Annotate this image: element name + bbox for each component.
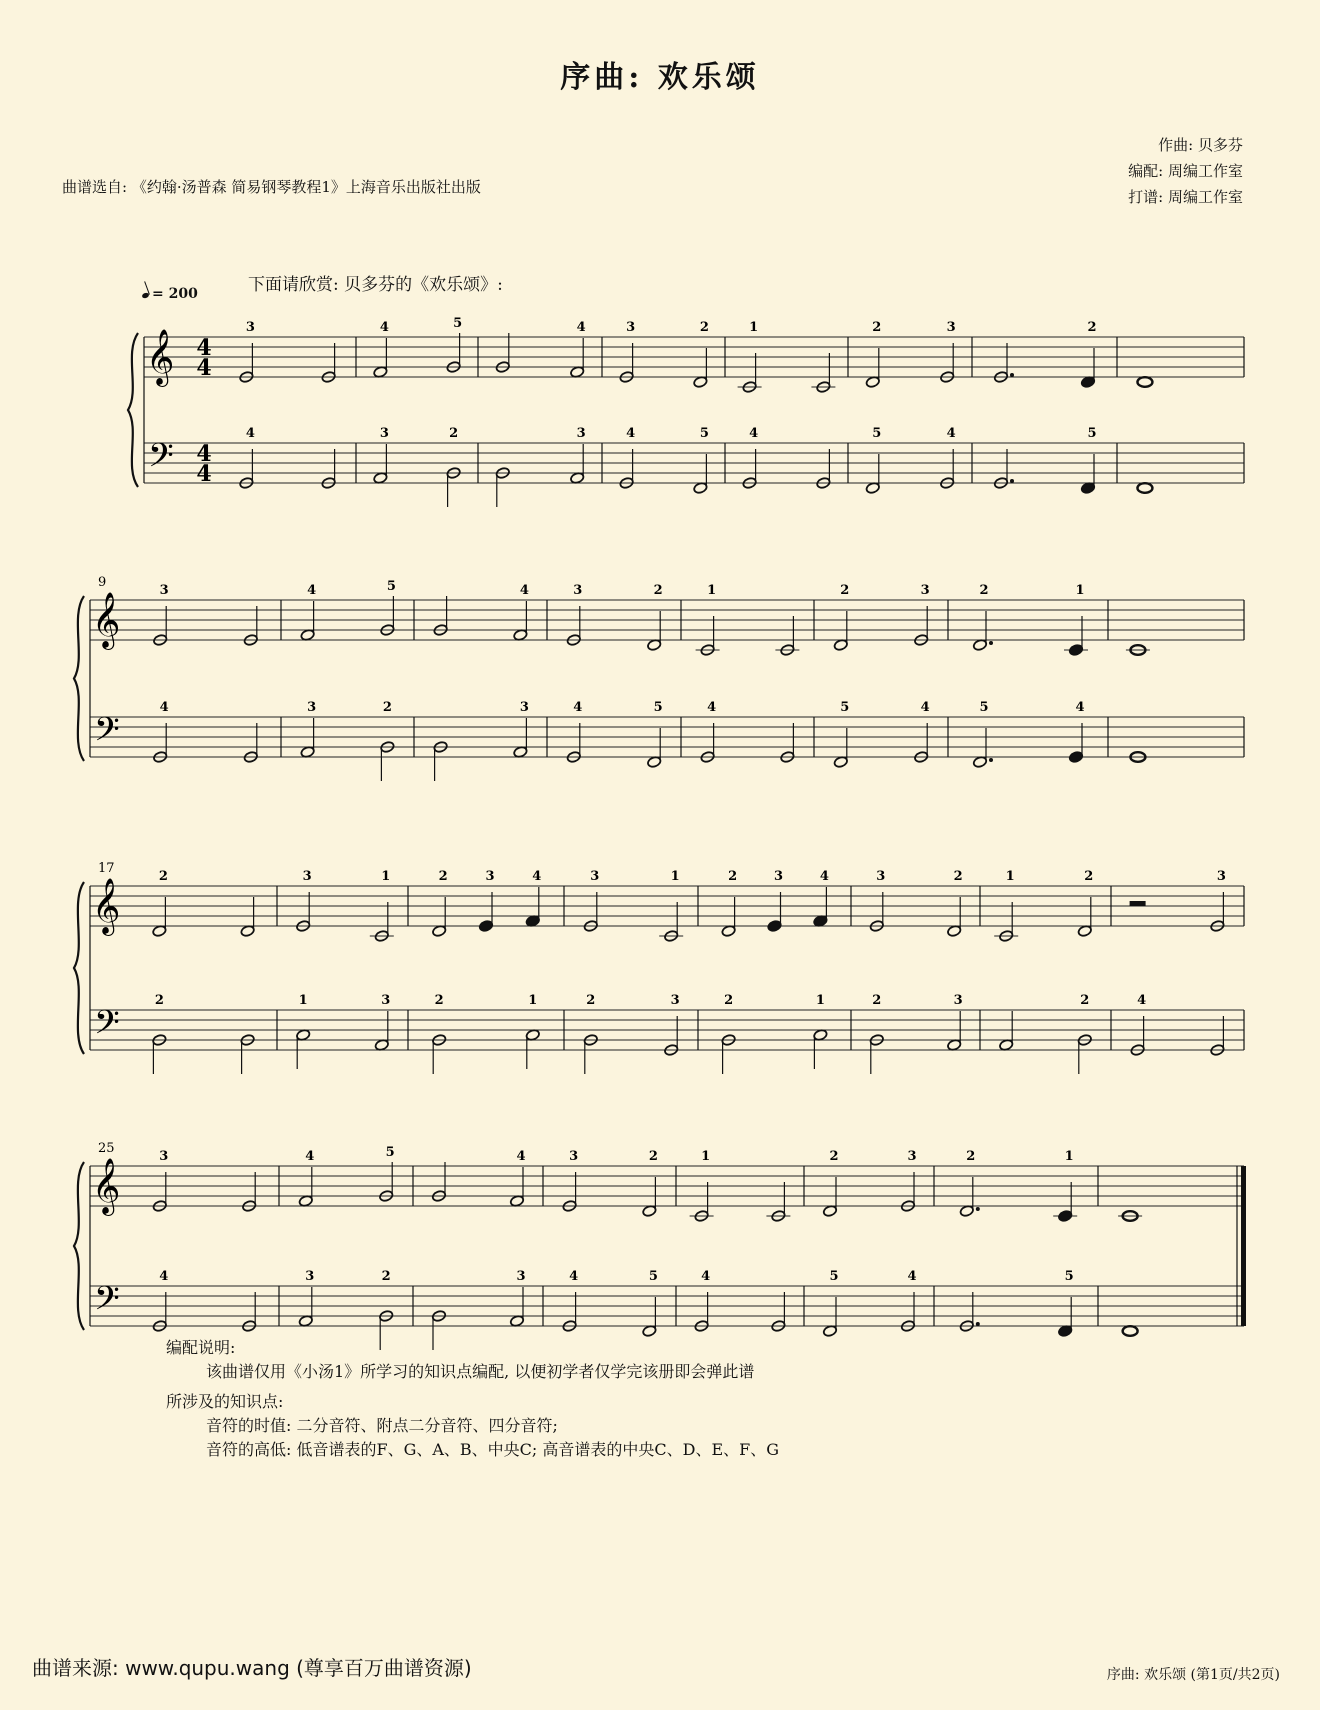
measure <box>869 869 962 1074</box>
fingering-number: 2 <box>158 869 168 884</box>
arranger-credit: 编配: 周编工作室 <box>1128 162 1243 180</box>
measure <box>738 320 836 489</box>
augmentation-dot <box>1010 479 1014 483</box>
augmentation-dot <box>1010 373 1014 377</box>
fingering-number: 5 <box>872 426 882 441</box>
note-head <box>693 376 708 389</box>
measure <box>1118 1211 1142 1336</box>
staff-brace <box>74 1162 84 1330</box>
note-head <box>865 376 880 389</box>
notes-heading: 编配说明: <box>166 1338 236 1357</box>
fingering-number: 4 <box>1137 993 1147 1008</box>
note-head <box>1137 377 1152 387</box>
bass-clef-icon: 𝄢 <box>94 1004 120 1050</box>
note-head <box>300 746 315 759</box>
measure <box>373 316 462 507</box>
measure-number: 9 <box>98 575 107 590</box>
measure <box>1126 645 1150 762</box>
note-head <box>721 925 736 938</box>
fingering-number: 3 <box>569 1149 579 1164</box>
note-head <box>833 639 848 652</box>
fingering-number: 1 <box>707 583 717 598</box>
fingering-number: 4 <box>701 1269 711 1284</box>
fingering-number: 5 <box>648 1269 658 1284</box>
fingering-number: 4 <box>307 583 317 598</box>
fingering-number: 5 <box>1087 426 1097 441</box>
note-head <box>373 366 388 379</box>
fingering-number: 2 <box>586 993 596 1008</box>
fingering-number: 2 <box>653 583 663 598</box>
fingering-number: 2 <box>979 583 989 598</box>
staff-brace <box>74 596 84 761</box>
fingering-number: 3 <box>590 869 600 884</box>
note-head <box>1077 925 1092 938</box>
fingering-number: 4 <box>573 700 583 715</box>
arrangement-notes <box>166 1336 779 1462</box>
treble-clef-icon: 𝄞 <box>92 878 121 934</box>
fingering-number: 3 <box>773 869 784 884</box>
fingering-number: 4 <box>626 426 636 441</box>
fingering-number: 2 <box>449 426 459 441</box>
fingering-number: 3 <box>573 583 583 598</box>
fingering-number: 4 <box>532 869 542 884</box>
fingering-number: 3 <box>876 869 886 884</box>
measure <box>152 869 255 1074</box>
fingering-number: 5 <box>840 700 850 715</box>
bass-clef-icon: 𝄢 <box>94 1280 120 1326</box>
note-head <box>647 639 662 652</box>
fingering-number: 4 <box>519 583 529 598</box>
augmentation-dot <box>976 1322 980 1326</box>
time-signature-bottom: 4 <box>196 355 212 381</box>
note-head <box>525 1029 540 1042</box>
fingering-number: 4 <box>1075 700 1085 715</box>
note-head <box>152 925 167 938</box>
subtitle-text: 下面请欣赏: 贝多芬的《欢乐颂》: <box>248 275 503 295</box>
note-head <box>300 629 315 642</box>
fingering-number: 4 <box>707 700 717 715</box>
note-head <box>972 639 987 652</box>
time-signature-top: 4 <box>196 441 212 467</box>
fingering-number: 1 <box>701 1149 711 1164</box>
fingering-number: 1 <box>1075 583 1085 598</box>
note-head <box>999 1039 1014 1052</box>
augmentation-dot <box>989 641 993 645</box>
note-head <box>296 1029 311 1042</box>
measure <box>296 869 394 1069</box>
fingering-number: 1 <box>298 993 308 1008</box>
fingering-number: 2 <box>699 320 709 335</box>
source-text: 曲谱选自: 《约翰·汤普森 简易钢琴教程1》上海音乐出版社出版 <box>62 178 481 196</box>
knowledge-heading: 所涉及的知识点: <box>166 1392 284 1411</box>
fingering-number: 4 <box>569 1269 579 1284</box>
note-head <box>693 482 708 495</box>
note-head <box>822 1325 837 1338</box>
fingering-number: 5 <box>1064 1269 1074 1284</box>
fingering-number: 3 <box>485 869 495 884</box>
treble-clef-icon: 𝄞 <box>146 329 175 385</box>
note-head <box>373 472 388 485</box>
fingering-number: 2 <box>953 869 963 884</box>
measure <box>239 320 336 489</box>
note-head <box>298 1315 313 1328</box>
note-head <box>947 1039 962 1052</box>
fingering-number: 1 <box>1005 869 1015 884</box>
fingering-number: 5 <box>386 579 396 594</box>
measure <box>562 1149 658 1337</box>
measure <box>972 583 1088 768</box>
fingering-number: 2 <box>724 993 734 1008</box>
note-head <box>1123 1326 1138 1336</box>
note-head <box>1080 482 1095 495</box>
footer-page-info: 序曲: 欢乐颂 (第1页/共2页) <box>1106 1667 1280 1683</box>
fingering-number: 4 <box>920 700 930 715</box>
fingering-number: 3 <box>576 426 586 441</box>
staff-brace <box>128 333 138 487</box>
page-title: 序曲: 欢乐颂 <box>560 60 760 95</box>
fingering-number: 2 <box>154 993 164 1008</box>
fingering-number: 5 <box>829 1269 839 1284</box>
tempo-value: = 200 <box>152 286 198 302</box>
measure <box>495 320 585 507</box>
note-head <box>767 920 782 933</box>
note-head <box>1058 1325 1073 1338</box>
fingering-number: 2 <box>728 869 738 884</box>
measure <box>959 1149 1077 1337</box>
augmentation-dot <box>989 758 993 762</box>
fingering-number: 3 <box>920 583 930 598</box>
note-head <box>513 746 528 759</box>
note-head <box>1137 483 1152 493</box>
note-head <box>374 1039 389 1052</box>
fingering-number: 5 <box>979 700 989 715</box>
measure <box>994 869 1093 1074</box>
bass-clef-icon: 𝄢 <box>94 711 120 757</box>
fingering-number: 2 <box>1087 320 1097 335</box>
note-head <box>478 920 493 933</box>
fingering-number: 5 <box>385 1145 395 1160</box>
measure <box>431 1149 525 1350</box>
fingering-number: 2 <box>1084 869 1094 884</box>
staff-brace <box>74 882 84 1054</box>
half-rest <box>1130 901 1146 906</box>
fingering-number: 1 <box>381 869 391 884</box>
fingering-number: 3 <box>305 1269 315 1284</box>
measure <box>993 320 1096 494</box>
fingering-number: 4 <box>305 1149 315 1164</box>
note-head <box>959 1205 974 1218</box>
measure <box>1137 377 1152 493</box>
note-head <box>972 756 987 769</box>
fingering-number: 3 <box>670 993 680 1008</box>
fingering-number: 3 <box>519 700 529 715</box>
note-head <box>1068 644 1083 657</box>
note-head <box>240 925 255 938</box>
fingering-number: 4 <box>379 320 389 335</box>
fingering-number: 3 <box>159 583 169 598</box>
measure <box>432 869 542 1074</box>
note-head <box>642 1205 657 1218</box>
fingering-number: 4 <box>245 426 255 441</box>
fingering-number: 3 <box>381 993 391 1008</box>
note-head <box>570 472 585 485</box>
fingering-number: 4 <box>749 426 759 441</box>
fingering-number: 3 <box>307 700 317 715</box>
time-signature-top: 4 <box>196 335 212 361</box>
fingering-number: 1 <box>528 993 538 1008</box>
note-head <box>813 1029 828 1042</box>
knowledge-line: 音符的时值: 二分音符、附点二分音符、四分音符; <box>206 1416 558 1435</box>
final-barline <box>1241 1166 1246 1326</box>
fingering-number: 4 <box>159 700 169 715</box>
fingering-number: 2 <box>434 993 444 1008</box>
fingering-number: 1 <box>1064 1149 1074 1164</box>
measure <box>566 583 662 768</box>
note-head <box>833 756 848 769</box>
note-head <box>298 1195 313 1208</box>
fingering-number: 1 <box>749 320 759 335</box>
fingering-number: 3 <box>245 320 255 335</box>
fingering-number: 4 <box>907 1269 917 1284</box>
treble-clef-icon: 𝄞 <box>92 592 121 648</box>
fingering-number: 4 <box>946 426 956 441</box>
measure <box>583 869 683 1074</box>
fingering-number: 1 <box>670 869 680 884</box>
note-head <box>813 915 828 928</box>
fingering-number: 2 <box>840 583 850 598</box>
measure <box>721 869 829 1074</box>
note-head <box>865 482 880 495</box>
fingering-number: 3 <box>1216 869 1226 884</box>
fingering-number: 2 <box>438 869 448 884</box>
time-signature-bottom: 4 <box>196 461 212 487</box>
fingering-number: 3 <box>907 1149 917 1164</box>
fingering-number: 2 <box>872 320 882 335</box>
fingering-number: 4 <box>516 1149 526 1164</box>
fingering-number: 5 <box>653 700 663 715</box>
augmentation-dot <box>976 1207 980 1211</box>
fingering-number: 2 <box>872 993 882 1008</box>
fingering-number: 4 <box>576 320 586 335</box>
note-head <box>509 1195 524 1208</box>
fingering-number: 3 <box>946 320 956 335</box>
measure <box>822 1149 916 1337</box>
composer-credit: 作曲: 贝多芬 <box>1158 136 1243 154</box>
bass-clef-icon: 𝄢 <box>148 437 174 483</box>
fingering-number: 2 <box>382 700 392 715</box>
fingering-number: 1 <box>815 993 825 1008</box>
fingering-number: 3 <box>379 426 389 441</box>
fingering-number: 3 <box>516 1269 526 1284</box>
measure <box>1130 869 1226 1056</box>
note-head <box>1080 376 1095 389</box>
fingering-number: 2 <box>1080 993 1090 1008</box>
measure-number: 17 <box>98 861 115 876</box>
fingering-number: 3 <box>953 993 963 1008</box>
fingering-number: 2 <box>829 1149 839 1164</box>
measure <box>865 320 955 494</box>
measure <box>433 583 529 781</box>
fingering-number: 2 <box>648 1149 658 1164</box>
fingering-number: 3 <box>626 320 636 335</box>
measure <box>619 320 709 494</box>
note-head <box>432 925 447 938</box>
note-head <box>647 756 662 769</box>
fingering-number: 2 <box>966 1149 976 1164</box>
fingering-number: 5 <box>699 426 709 441</box>
note-head <box>525 915 540 928</box>
measure-number: 25 <box>98 1141 115 1156</box>
fingering-number: 4 <box>159 1269 169 1284</box>
note-head <box>1058 1210 1073 1223</box>
notes-line: 该曲谱仅用《小汤1》所学习的知识点编配, 以便初学者仅学完该册即会弹此谱 <box>206 1362 755 1381</box>
measure <box>833 583 929 768</box>
treble-clef-icon: 𝄞 <box>92 1158 121 1214</box>
note-head <box>509 1315 524 1328</box>
measure <box>300 579 396 781</box>
fingering-number: 3 <box>302 869 312 884</box>
fingering-number: 3 <box>159 1149 169 1164</box>
fingering-number: 4 <box>819 869 829 884</box>
note-head <box>947 925 962 938</box>
footer-source: 曲谱来源: www.qupu.wang (尊享百万曲谱资源) <box>32 1656 472 1680</box>
fingering-number: 5 <box>453 316 463 331</box>
fingering-number: 2 <box>381 1269 391 1284</box>
note-head <box>570 366 585 379</box>
note-head <box>1068 751 1083 764</box>
engraver-credit: 打谱: 周编工作室 <box>1128 188 1243 206</box>
knowledge-line: 音符的高低: 低音谱表的F、G、A、B、中央C; 高音谱表的中央C、D、E、F、G <box>206 1440 780 1459</box>
note-head <box>822 1205 837 1218</box>
note-head <box>513 629 528 642</box>
